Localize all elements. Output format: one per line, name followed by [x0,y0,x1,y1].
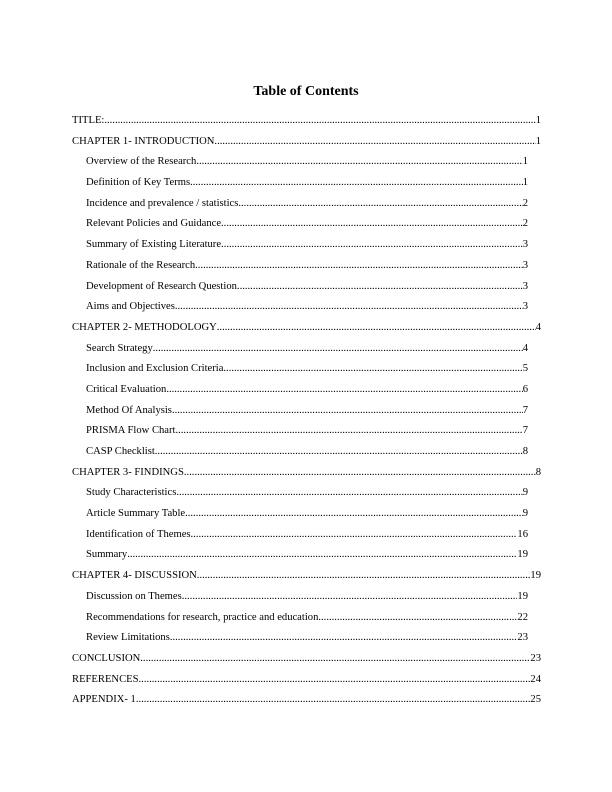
toc-entry-line[interactable] [86,297,528,318]
toc-entry-page-number: 3 [522,301,528,313]
toc-entry[interactable] [0,649,612,670]
toc-entry-line[interactable] [86,525,528,546]
toc-entry-label[interactable]: CHAPTER 1- INTRODUCTION [72,135,215,147]
toc-entry[interactable] [0,566,612,587]
toc-entry-page-number: 5 [522,363,528,375]
toc-entry-line[interactable] [86,235,528,256]
toc-entry-label[interactable]: REFERENCES [72,673,139,685]
toc-entry-line[interactable] [72,132,541,153]
toc-entry-page-number: 8 [535,466,541,478]
toc-entry-page-number: 1 [522,156,528,168]
toc-dot-leader [175,297,523,318]
toc-entry[interactable] [0,690,612,711]
toc-dot-leader [196,152,522,173]
toc-entry-page-number: 23 [530,652,541,664]
toc-entry[interactable] [0,545,612,566]
toc-entry-page-number: 19 [517,549,528,561]
toc-entry-page-number: 23 [517,632,528,644]
toc-entry[interactable] [0,214,612,235]
toc-entry-label[interactable]: CHAPTER 3- FINDINGS [72,466,184,478]
toc-entry-page-number: 1 [522,177,528,189]
toc-entry[interactable] [0,339,612,360]
toc-dot-leader [104,111,535,132]
toc-entry-label[interactable]: CHAPTER 2- METHODOLOGY [72,321,217,333]
toc-entry[interactable] [0,318,612,339]
toc-dot-leader [136,690,531,711]
toc-dot-leader [155,442,523,463]
toc-entry-line[interactable] [72,690,541,711]
toc-entry-line[interactable] [86,380,528,401]
toc-entry-page-number: 6 [522,383,528,395]
toc-entry-label[interactable]: Critical Evaluation [86,383,167,395]
toc-entry-label[interactable]: Inclusion and Exclusion Criteria [86,363,224,375]
toc-dot-leader [190,173,523,194]
toc-entry-page-number: 9 [522,487,528,499]
toc-entry-line[interactable] [72,566,541,587]
toc-dot-leader [140,649,530,670]
toc-entry-label[interactable]: Definition of Key Terms [86,177,191,189]
toc-dot-leader [139,670,531,691]
toc-entry[interactable] [0,587,612,608]
toc-entry[interactable] [0,194,612,215]
toc-entry-label[interactable]: CASP Checklist [86,446,155,457]
toc-entry[interactable] [0,670,612,691]
toc-entry-page-number: 22 [517,611,528,623]
toc-entry-label[interactable]: Method Of Analysis [86,404,172,416]
toc-entry-line[interactable] [72,670,541,691]
page-title: Table of Contents [253,84,359,99]
toc-dot-leader [221,235,523,256]
toc-entry-page-number: 4 [522,342,528,354]
toc-entry-line[interactable] [86,173,528,194]
toc-entry-page-number: 1 [535,135,541,147]
toc-entry-page-number: 7 [522,425,528,437]
toc-entry-line[interactable] [86,628,528,649]
toc-entry-label[interactable]: Discussion on Themes [86,590,182,602]
toc-entry[interactable] [0,297,612,318]
toc-entry[interactable] [0,380,612,401]
toc-dot-leader [191,525,518,546]
toc-entry-page-number: 19 [530,570,541,582]
toc-entry-line[interactable] [72,649,541,670]
toc-dot-leader [175,421,522,442]
toc-dot-leader [195,256,523,277]
toc-entry-page-number: 24 [530,673,541,685]
toc-entry-label[interactable]: PRISMA Flow Chart [86,425,176,437]
toc-dot-leader [184,463,536,484]
toc-entry[interactable] [0,525,612,546]
toc-entry[interactable] [0,401,612,422]
toc-entry-line[interactable] [72,318,541,339]
toc-dot-leader [238,194,522,215]
toc-entry[interactable] [0,483,612,504]
toc-entry[interactable] [0,132,612,153]
toc-entry-page-number: 16 [517,528,528,540]
toc-entry-label[interactable]: Incidence and prevalence / statistics [86,197,239,209]
toc-entry-page-number: 19 [517,590,528,602]
toc-dot-leader [318,608,517,629]
toc-entry-page-number: 8 [522,446,528,457]
toc-dot-leader [182,587,518,608]
toc-entry-label[interactable]: Search Strategy [86,342,153,354]
toc-entry-label[interactable]: Recommendations for research, practice and education [86,611,319,623]
toc-dot-leader [185,504,523,525]
toc-entry[interactable] [0,256,612,277]
toc-entry-label[interactable]: Review Limitations [86,632,170,644]
toc-dot-leader [221,214,523,235]
toc-entry[interactable] [0,608,612,629]
toc-entry-label[interactable]: APPENDIX- 1 [72,694,136,706]
toc-entry[interactable] [0,152,612,173]
toc-entry-page-number: 7 [522,404,528,416]
toc-dot-leader [172,401,523,422]
toc-entry[interactable] [0,463,612,484]
toc-dot-leader [176,483,522,504]
toc-dot-leader [170,628,518,649]
toc-entry-line[interactable] [86,504,528,525]
toc-entry-page-number: 1 [535,115,541,126]
toc-entry[interactable] [0,111,612,132]
toc-entry-line[interactable] [86,214,528,235]
toc-entry-label[interactable]: Study Characteristics [86,487,177,499]
toc-entry[interactable] [0,504,612,525]
toc-entry-page-number: 9 [522,508,528,520]
toc-entry-line[interactable] [86,339,528,360]
toc-entry-page-number: 3 [522,259,528,271]
toc-entry-label[interactable]: CONCLUSION [72,652,141,664]
toc-dot-leader [197,566,531,587]
toc-entry-line[interactable] [86,277,528,298]
toc-entry-line[interactable] [86,152,528,173]
table-of-contents [0,111,612,711]
toc-entry-line[interactable] [86,256,528,277]
toc-dot-leader [223,359,522,380]
toc-entry-line[interactable] [86,483,528,504]
toc-entry-page-number: 25 [530,694,541,706]
toc-entry-label[interactable]: Relevant Policies and Guidance [86,218,222,230]
toc-entry-page-number: 2 [522,197,528,209]
toc-entry-line[interactable] [86,194,528,215]
toc-dot-leader [127,545,517,566]
toc-entry[interactable] [0,173,612,194]
toc-entry-page-number: 3 [522,280,528,292]
toc-entry[interactable] [0,359,612,380]
toc-entry-line[interactable] [86,442,528,463]
toc-entry-label[interactable]: Identification of Themes [86,528,191,540]
toc-entry-line[interactable] [86,401,528,422]
toc-entry-line[interactable] [86,359,528,380]
toc-entry-label[interactable]: TITLE: [72,115,105,126]
toc-entry-label[interactable]: Summary of Existing Literature [86,239,222,251]
toc-entry[interactable] [0,628,612,649]
toc-entry-label[interactable]: Aims and Objectives [86,301,175,313]
toc-entry[interactable] [0,235,612,256]
toc-entry-label[interactable]: Summary [86,549,128,561]
toc-dot-leader [166,380,522,401]
toc-entry-line[interactable] [86,587,528,608]
toc-entry-line[interactable] [86,608,528,629]
toc-entry-label[interactable]: Rationale of the Research [86,259,196,271]
toc-entry-page-number: 3 [522,239,528,251]
toc-entry-label[interactable]: CHAPTER 4- DISCUSSION [72,570,197,582]
toc-entry[interactable] [0,277,612,298]
toc-dot-leader [153,339,523,360]
toc-entry-label[interactable]: Development of Research Question [86,280,237,292]
toc-dot-leader [214,132,535,153]
toc-dot-leader [217,318,536,339]
toc-dot-leader [237,277,523,298]
toc-entry-page-number: 4 [535,321,541,333]
toc-entry[interactable] [0,421,612,442]
toc-entry-line[interactable] [86,421,528,442]
toc-entry-line[interactable] [86,545,528,566]
toc-entry-label[interactable]: Overview of the Research [86,156,197,168]
toc-entry-label[interactable]: Article Summary Table [86,508,186,520]
toc-entry[interactable] [0,442,612,463]
toc-entry-line[interactable] [72,111,541,132]
toc-entry-page-number: 2 [522,218,528,230]
toc-entry-line[interactable] [72,463,541,484]
